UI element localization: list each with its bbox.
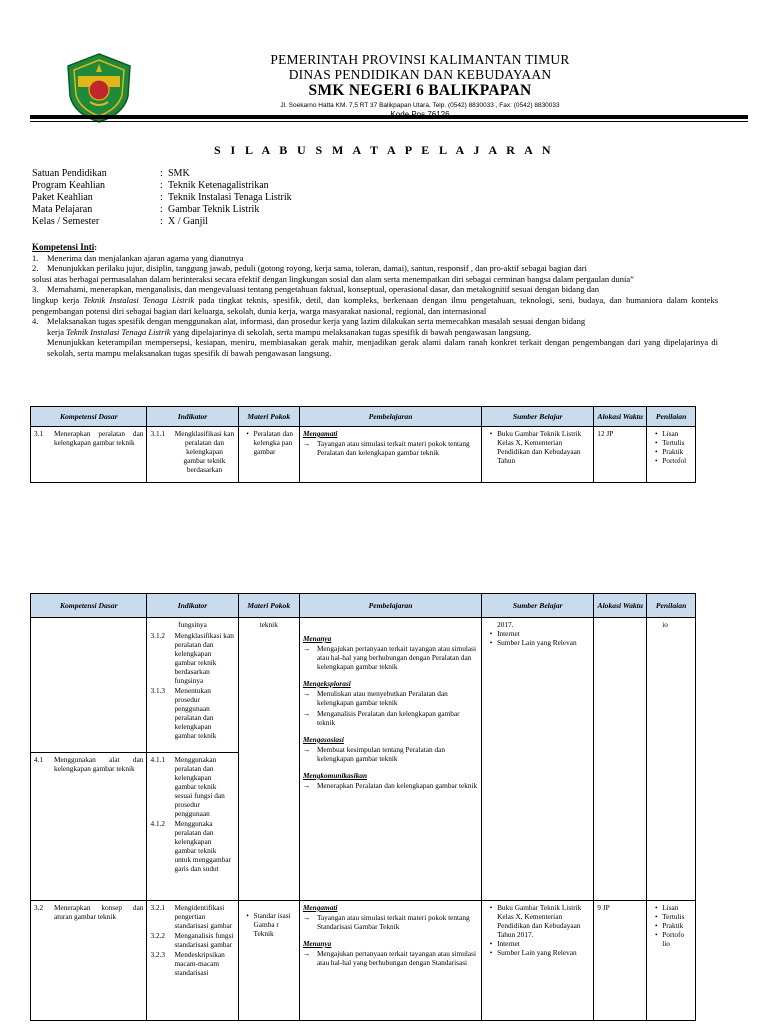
indikator-text: Mengidentifikasi pengertian standarisasi gambar xyxy=(174,903,233,930)
ki-text: Menerima dan menjalankan ajaran agama yang dianutnya xyxy=(47,252,244,263)
letterhead-line-1: PEMERINTAH PROVINSI KALIMANTAN TIMUR xyxy=(270,52,570,67)
indikator-text: Mengklasifikasi kan peralatan dan kelengkapan gambar teknik berdasarkan xyxy=(174,429,235,474)
penilaian-item: Tertulis xyxy=(662,438,685,447)
table-header-row xyxy=(31,407,696,427)
kd-number: 3.1 xyxy=(34,429,44,438)
identity-label: Paket Keahlian xyxy=(32,192,93,203)
identity-row: Mata Pelajaran : Gambar Teknik Listrik xyxy=(32,204,260,215)
kd-text: Menerapkan konsep dan aturan gambar teknik xyxy=(54,903,144,921)
identity-value: SMK xyxy=(168,168,190,179)
col-header: Kompetensi Dasar xyxy=(31,407,147,427)
pembelajaran-item: Tayangan atau simulasi terkait materi pokok tentang Standarisasi Gambar Teknik xyxy=(316,913,470,931)
pembelajaran-item: Menganalisis Peralatan dan kelengkapan gambar teknik xyxy=(316,709,460,727)
school-address: Jl. Soekarno Hatta KM. 7,5 RT 37 Balikpapan Utara, Telp. (0542) 8830033 , Fax: (0542) 8830033 xyxy=(280,102,560,109)
col-header: Indikator xyxy=(147,594,238,618)
kd-number: 4.1 xyxy=(34,755,44,764)
ki-heading: Kompetensi Inti xyxy=(32,242,95,252)
penilaian-item: Praktik xyxy=(662,921,684,930)
pembelajaran-subheading: Menanya xyxy=(302,634,332,643)
silabus-table-2 xyxy=(30,593,696,1021)
letterhead-rule-thick xyxy=(30,115,748,119)
pembelajaran-subheading: Mengamati xyxy=(302,429,338,438)
col-header: Penilaian xyxy=(647,594,696,618)
sumber-belajar: Buku Gambar Teknik Listrik Kelas X, Kementerian Pendidikan dan Kebudayaan Tahun 2017. xyxy=(497,903,582,939)
arrow-icon: → xyxy=(302,949,311,958)
col-header: Indikator xyxy=(147,407,238,427)
ki-num: 1. xyxy=(32,252,39,263)
col-header: Materi Pokok xyxy=(238,594,299,618)
kalimantan-timur-emblem-icon xyxy=(64,52,134,124)
indikator-number: 3.2.1 xyxy=(150,903,166,912)
col-header: Pembelajaran xyxy=(299,407,481,427)
penilaian-item: Praktik xyxy=(662,447,684,456)
ki-continuation: solusi atas berbagai permasalahan dalam berinteraksi secara efektif dengan lingkungan sosial dan alam serta menempatkan diri sebagai cerminan bangsa dalam pergaulan dunia” xyxy=(32,273,634,284)
penilaian-item: Lisan xyxy=(662,903,679,912)
indikator-text: Menganalisis fungsi standarisasi gambar xyxy=(174,931,234,949)
silabus-table-1 xyxy=(30,406,696,483)
identity-row: Paket Keahlian : Teknik Instalasi Tenaga Listrik xyxy=(32,192,292,203)
kd-text: Menerapkan peralatan dan kelengkapan gambar teknik xyxy=(54,429,144,447)
materi-pokok: Standar isasi Gamba r Teknik xyxy=(253,911,291,938)
table-row: fungsinya 3.1.2 Mengklasifikasi kan peralatan dan kelengkapan gambar teknik berdasarkan fungsinya 3.1.3 Menentukan prosedur penggunaan peralatan dan kelengkapan gambar teknik teknik Menanya → Mengajukan pertanyaan terkait tayangan atau simulasi atau hal-hal yang berhubungan dengan Peralatan dan kelengkapan gambar teknik Mengeksplorasi → Menuliskan atau menyebutkan Peralatan dan kelengkapan gambar teknik → Menganalisis Peralatan dan kelengkapan gambar teknik Mengasosiasi → Membuat kesimpulan tentang Peralatan dan kelengkapan gambar teknik Mengkomunikasikan → Menerapkan Peralatan dan kelengkapan gambar teknik 2017. • Internet • Sumber Lain yang Relevan io xyxy=(31,618,696,753)
ki-item xyxy=(32,263,718,274)
ki-continuation: Menunjukkan keterampilan mempersepsi, kesiapan, meniru, membiasakan gerak mahir, menjadikan gerak alami dalam ranah konkret terkait dengan pengembangan dari yang dipelajarinya di sekolah, serta mampu melaksanakan tugas spesifik di bawah pengawasan langsung. xyxy=(47,337,718,358)
materi-pokok: Peralatan dan kelengka pan gambar xyxy=(253,429,294,456)
sumber-belajar: Sumber Lain yang Relevan xyxy=(497,638,577,647)
col-header: Sumber Belajar xyxy=(482,407,594,427)
pembelajaran-item: Mengajukan pertanyaan terkait tayangan atau simulasi atau hal-hal yang berhubungan dengan Standarisasi xyxy=(316,949,476,967)
penilaian-item: Portofo lio xyxy=(662,930,685,948)
ki-num: 2. xyxy=(32,263,39,274)
pembelajaran-subheading: Menanya xyxy=(302,939,332,948)
ki-item xyxy=(32,316,718,327)
ki-text: Memahami, menerapkan, menganalisis, dan mengevaluasi tentang pengetahuan faktual, konseptual, operasional dasar, dan metakognitif sesuai dengan bidang dan xyxy=(47,284,599,295)
indikator-text: Mengklasifikasi kan peralatan dan kelengkapan gambar teknik berdasarkan fungsinya xyxy=(174,631,234,685)
identity-label: Program Keahlian xyxy=(32,180,106,191)
sumber-belajar: Buku Gambar Teknik Listrik Kelas X, Kementerian Pendidikan dan Kebudayaan Tahun xyxy=(497,429,582,465)
indikator-number: 3.2.3 xyxy=(150,950,166,959)
identity-label: Kelas / Semester xyxy=(32,216,100,227)
identity-row: Satuan Pendidikan : SMK xyxy=(32,168,190,179)
table-header-row xyxy=(31,594,696,618)
penilaian-item: Portofol xyxy=(662,456,687,465)
alokasi-waktu: 9 JP xyxy=(594,901,647,1021)
letterhead-line-2: DINAS PENDIDIKAN DAN KEBUDAYAAN xyxy=(288,67,552,82)
identity-row: Program Keahlian : Teknik Ketenagalistrikan xyxy=(32,180,269,191)
pembelajaran-item: Menerapkan Peralatan dan kelengkapan gambar teknik xyxy=(316,781,478,790)
document-title: S I L A B U S M A T A P E L A J A R A N xyxy=(214,143,554,157)
pembelajaran-subheading: Mengasosiasi xyxy=(302,735,344,744)
indikator-continuation: fungsinya xyxy=(178,620,207,629)
ki-item xyxy=(32,253,718,264)
indikator-text: Mendeskripsikan macam-macam standarisasi xyxy=(174,950,225,977)
indikator-number: 3.2.2 xyxy=(150,931,166,940)
indikator-text: Menggunakan peralatan dan kelengkapan gambar teknik sesuai fungsi dan prosedur penggunaan xyxy=(174,755,225,818)
identity-value: Gambar Teknik Listrik xyxy=(168,204,260,215)
identity-row: Kelas / Semester : X / Ganjil xyxy=(32,216,208,227)
ki-num: 3. xyxy=(32,284,39,295)
col-header: Materi Pokok xyxy=(238,407,299,427)
arrow-icon: → xyxy=(302,745,311,754)
indikator-number: 3.1.1 xyxy=(150,429,166,438)
col-header: Pembelajaran xyxy=(299,594,481,618)
pembelajaran-item: Tayangan atau simulasi terkait materi pokok tentang Peralatan dan kelengkapan gambar teknik xyxy=(316,439,470,457)
penilaian-continuation: io xyxy=(662,620,668,629)
pembelajaran-subheading: Mengeksplorasi xyxy=(302,679,351,688)
table-row: 3.2 Menerapkan konsep dan aturan gambar teknik 3.2.1 Mengidentifikasi pengertian standarisasi gambar 3.2.2 Menganalisis fungsi standarisasi gambar 3.2.3 Mendeskripsikan macam-macam standarisasi • Standar isasi Gamba r Teknik Mengamati → Tayangan atau simulasi terkait materi pokok tentang Standarisasi Gambar Teknik Menanya → Mengajukan pertanyaan terkait tayangan atau simulasi atau hal-hal yang berhubungan dengan Standarisasi • Buku Gambar Teknik Listrik Kelas X, Kementerian Pendidikan dan Kebudayaan Tahun 2017. • Internet • Sumber Lain yang Relevan 9 JP • Lisan • Tertulis • Praktik • Portofo lio xyxy=(31,901,696,1021)
col-header: Alokasi Waktu xyxy=(594,594,647,618)
ki-text: Melaksanakan tugas spesifik dengan menggunakan alat, informasi, dan prosedur kerja yang lazim dilakukan serta memecahkan masalah sesuai dengan bidang xyxy=(47,316,586,327)
pembelajaran-item: Menuliskan atau menyebutkan Peralatan dan kelengkapan gambar teknik xyxy=(316,689,448,707)
penilaian-item: Lisan xyxy=(662,429,679,438)
sumber-continuation: 2017. xyxy=(497,620,514,629)
kd-number: 3.2 xyxy=(34,903,44,912)
school-name: SMK NEGERI 6 BALIKPAPAN xyxy=(308,82,532,99)
letterhead-rule-thin xyxy=(30,121,748,122)
col-header: Penilaian xyxy=(647,407,696,427)
pembelajaran-subheading: Mengamati xyxy=(302,903,338,912)
ki-item xyxy=(32,284,718,295)
kompetensi-inti: Kompetensi Inti: 1. Menerima dan menjalankan ajaran agama yang dianutnya 2. Menunjukkan perilaku jujur, disiplin, tanggung jawab, peduli (gotong royong, kerja sama, toleran, damai), santun, responsif , dan pro-aktif sebagai bagian dari solusi atas berbagai permasalahan dalam berinteraksi secara efektif dengan lingkungan sosial dan alam serta menempatkan diri sebagai cerminan bangsa dalam pergaulan dunia” 3. Memahami, menerapkan, menganalisis, dan mengevaluasi tentang pengetahuan faktual, konseptual, operasional dasar, dan metakognitif sesuai dengan bidang dan lingkup kerja Teknik Instalasi Tenaga Listrik pada tingkat teknis, spesifik, detil, dan kompleks, berkenaan dengan ilmu pengetahuan, teknologi, seni, budaya, dan humaniora dalam konteks pengembangan potensi diri sebagai bagian dari keluarga, sekolah, dunia kerja, warga masyarakat nasional, regional, dan internasional 4. Melaksanakan tugas spesifik dengan menggunakan alat, informasi, dan prosedur kerja yang lazim dilakukan serta memecahkan masalah sesuai dengan bidang kerja Teknik Instalasi Tenaga Listrik yang dipelajarinya di sekolah, serta mampu melaksanakan tugas spesifik di bawah pengawasan langsung. Menunjukkan keterampilan mempersepsi, kesiapan, meniru, membiasakan gerak mahir, menjadikan gerak alami dalam ranah konkret terkait dengan pengembangan dari yang dipelajarinya di sekolah, serta mampu melaksanakan tugas spesifik di bawah pengawasan langsung. xyxy=(32,242,719,358)
sumber-belajar: Internet xyxy=(497,629,520,638)
identity-value: X / Ganjil xyxy=(168,216,208,227)
sumber-belajar: Sumber Lain yang Relevan xyxy=(497,948,577,957)
sumber-belajar: Internet xyxy=(497,939,520,948)
arrow-icon: → xyxy=(302,439,311,448)
col-header: Kompetensi Dasar xyxy=(31,594,147,618)
indikator-number: 3.1.2 xyxy=(150,631,166,640)
indikator-number: 4.1.1 xyxy=(150,755,166,764)
pembelajaran-subheading: Mengkomunikasikan xyxy=(302,771,368,780)
arrow-icon: → xyxy=(302,709,311,718)
indikator-text: Menentukan prosedur penggunaan peralatan dan kelengkapan gambar teknik xyxy=(174,686,217,740)
ki-continuation: lingkup kerja Teknik Instalasi Tenaga Listrik pada tingkat teknis, spesifik, detil, dan kompleks, berkenaan dengan ilmu pengetahuan, teknologi, seni, budaya, dan humaniora dalam konteks pengembangan potensi diri sebagai bagian dari keluarga, sekolah, dunia kerja, warga masyarakat nasional, regional, dan internasional xyxy=(32,294,719,316)
ki-num: 4. xyxy=(32,316,39,327)
arrow-icon: → xyxy=(302,689,311,698)
materi-pokok-continuation: teknik xyxy=(259,620,278,629)
ki-text: Menunjukkan perilaku jujur, disiplin, tanggung jawab, peduli (gotong royong, kerja sama, toleran, damai), santun, responsif , dan pro-aktif sebagai bagian dari xyxy=(47,263,587,274)
indikator-text: Menggunaka peralatan dan kelengkapan gambar teknik untuk menggambar garis dan sudut xyxy=(174,819,232,873)
identity-label: Mata Pelajaran xyxy=(32,204,93,215)
alokasi-waktu: 12 JP xyxy=(594,427,647,483)
identity-value: Teknik Instalasi Tenaga Listrik xyxy=(168,192,292,203)
identity-block xyxy=(32,168,292,228)
identity-label: Satuan Pendidikan xyxy=(32,168,107,179)
indikator-number: 3.1.3 xyxy=(150,686,166,695)
penilaian-item: Tertulis xyxy=(662,912,685,921)
letterhead xyxy=(0,40,768,120)
pembelajaran-item: Membuat kesimpulan tentang Peralatan dan kelengkapan gambar teknik xyxy=(316,745,445,763)
arrow-icon: → xyxy=(302,644,311,653)
col-header: Alokasi Waktu xyxy=(594,407,647,427)
arrow-icon: → xyxy=(302,781,311,790)
arrow-icon: → xyxy=(302,913,311,922)
identity-value: Teknik Ketenagalistrikan xyxy=(168,180,269,191)
col-header: Sumber Belajar xyxy=(482,594,594,618)
table-row: 3.1 Menerapkan peralatan dan kelengkapan gambar teknik 3.1.1 Mengklasifikasi kan peralatan dan kelengkapan gambar teknik berdasarkan • Peralatan dan kelengka pan gambar Mengamati → Tayangan atau simulasi terkait materi pokok tentang Peralatan dan kelengkapan gambar teknik • Buku Gambar Teknik Listrik Kelas X, Kementerian Pendidikan dan Kebudayaan Tahun 12 JP • Lisan • Tertulis • Praktik • Portofol xyxy=(31,427,696,483)
pembelajaran-item: Mengajukan pertanyaan terkait tayangan atau simulasi atau hal-hal yang berhubungan dengan Peralatan dan kelengkapan gambar teknik xyxy=(316,644,476,671)
indikator-number: 4.1.2 xyxy=(150,819,166,828)
ki-continuation: kerja Teknik Instalasi Tenaga Listrik yang dipelajarinya di sekolah, serta mampu melaksanakan tugas spesifik di bawah pengawasan langsung. xyxy=(47,326,532,337)
kd-text: Menggunakan alat dan kelengkapan gambar teknik xyxy=(54,755,144,773)
